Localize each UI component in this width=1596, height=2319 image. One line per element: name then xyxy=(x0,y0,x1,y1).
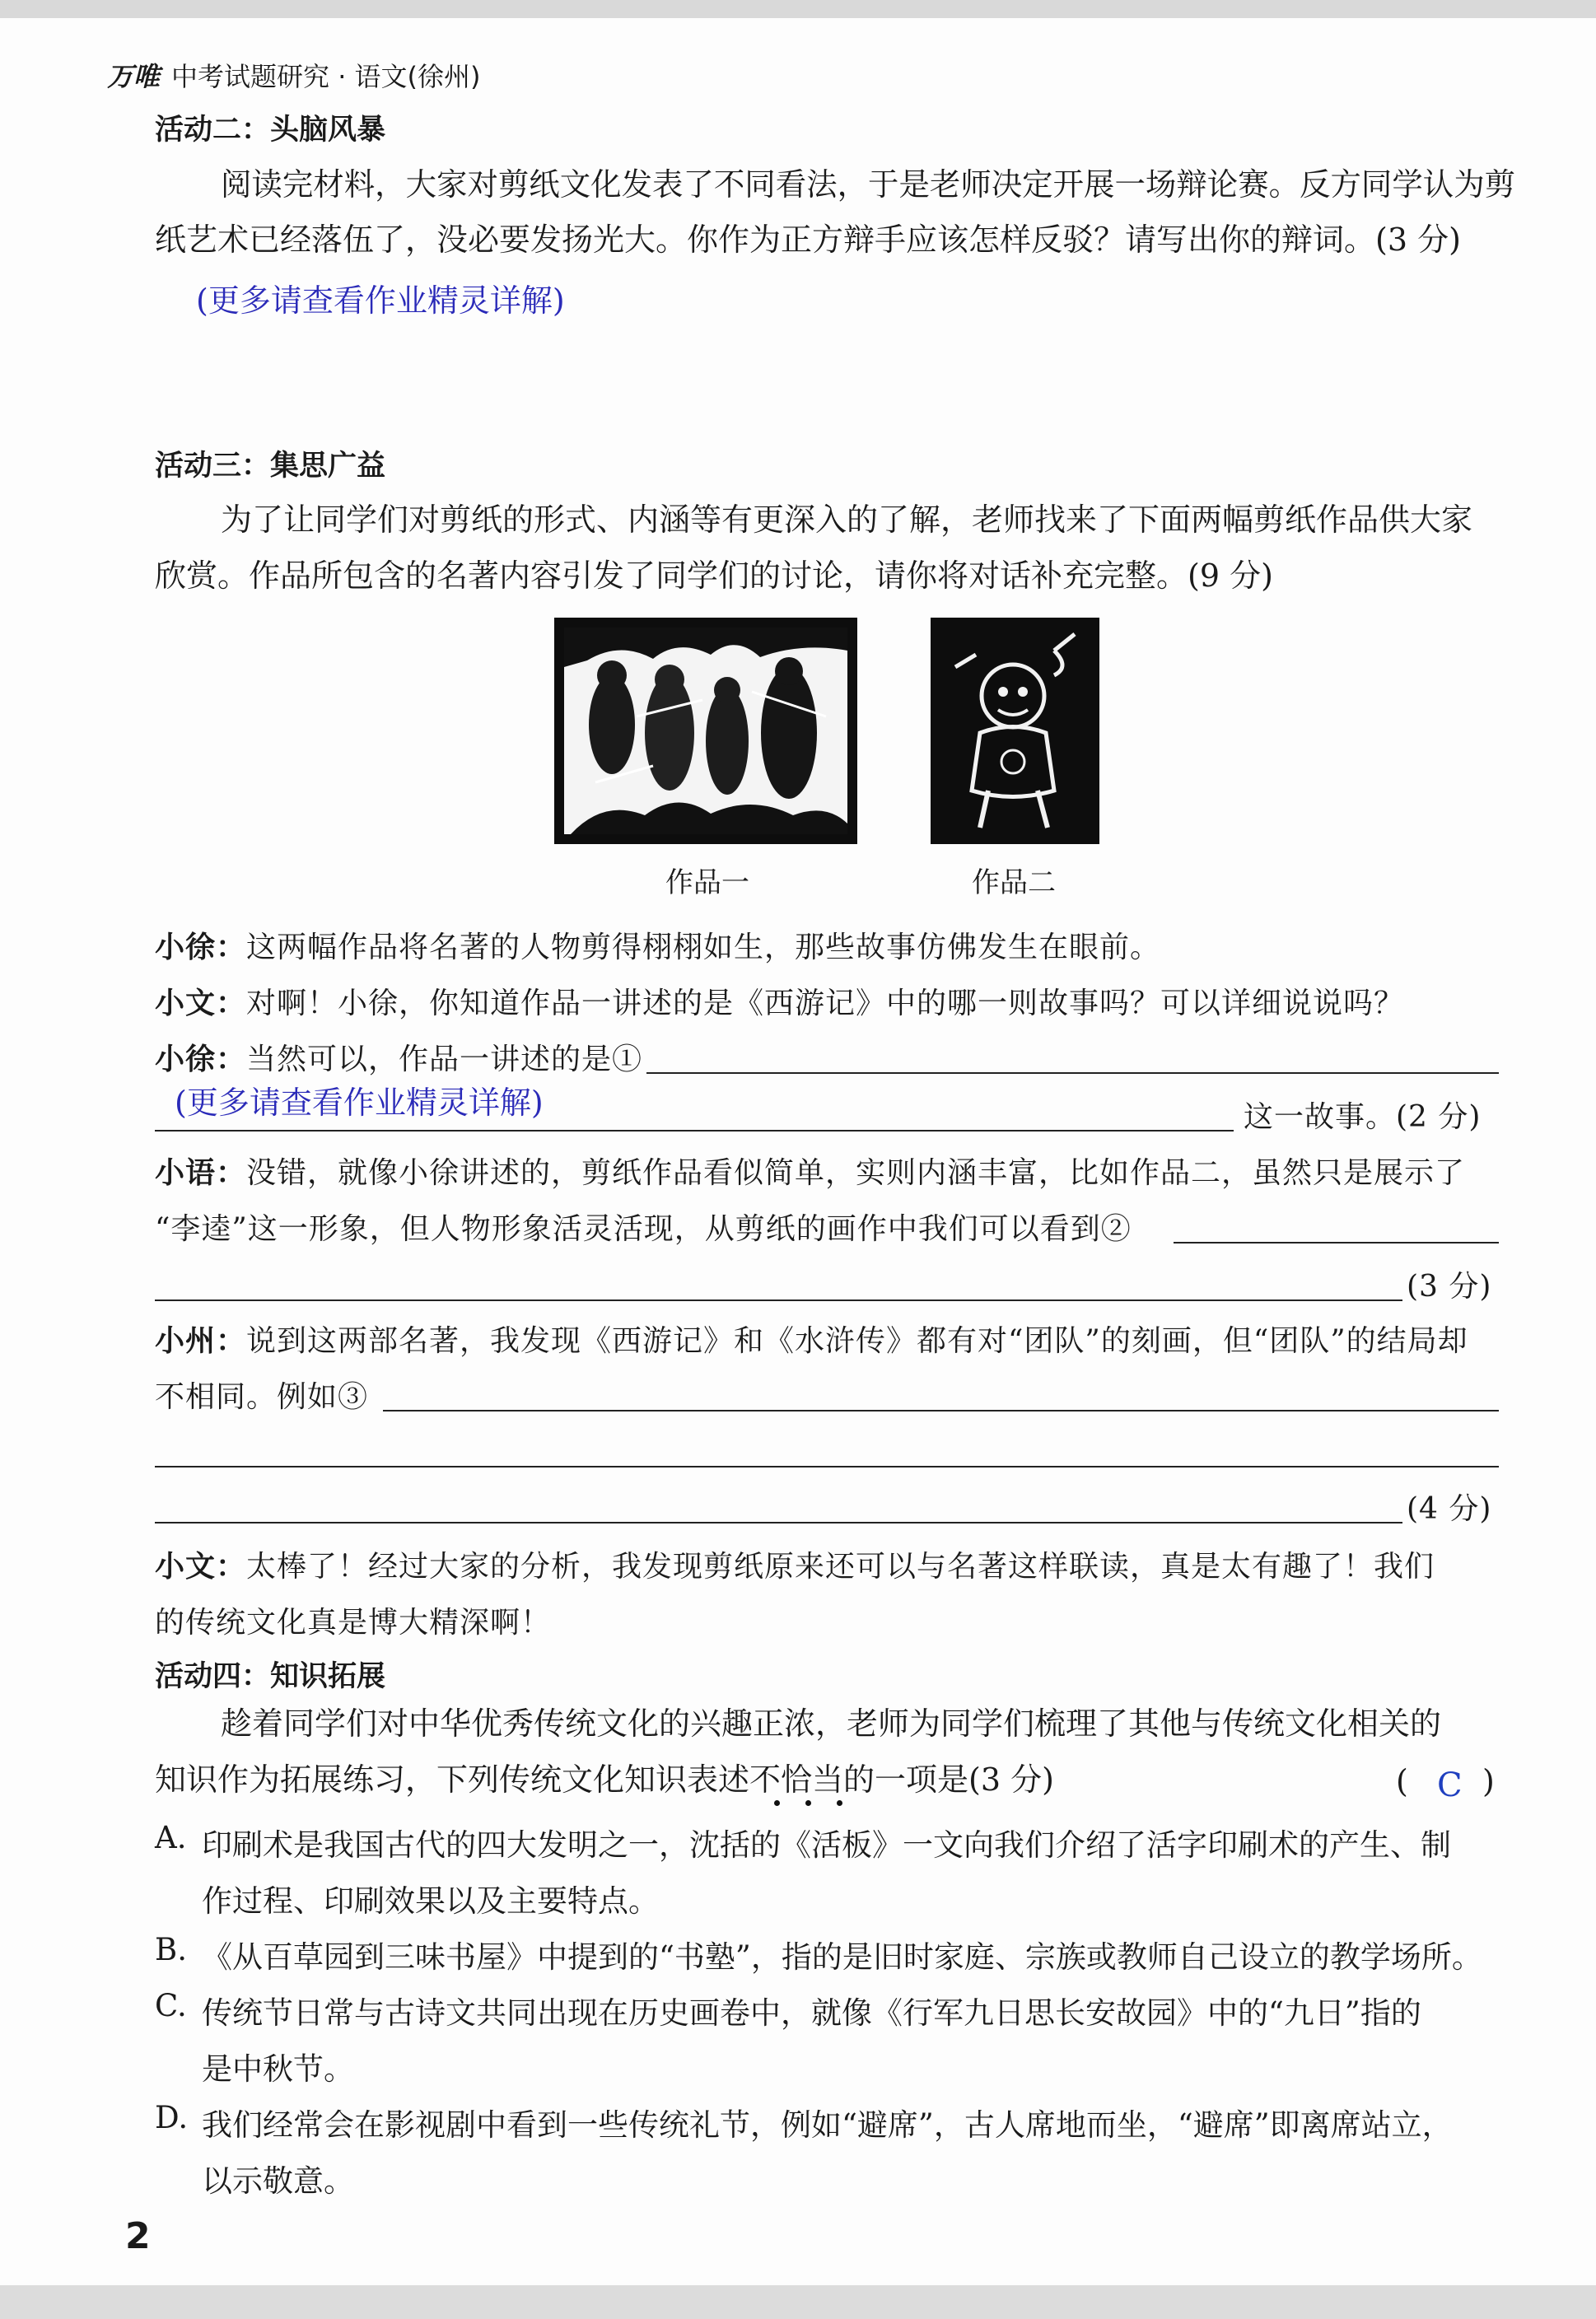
activity2-heading: 活动二：头脑风暴 xyxy=(155,114,386,147)
caption-artwork-two: 作品二 xyxy=(972,866,1056,899)
answer-blank-3a[interactable] xyxy=(383,1410,1499,1411)
answer-blank-1b[interactable] xyxy=(155,1130,1234,1132)
q3-score: (4 分) xyxy=(1407,1492,1492,1526)
answer-paren-close: ) xyxy=(1482,1763,1495,1799)
option-b-label[interactable]: B. xyxy=(155,1932,187,1967)
dialogue-line-xiaowen-3: 的传统文化真是博大精深啊！ xyxy=(155,1606,552,1640)
activity4-line-1: 趁着同学们对中华优秀传统文化的兴趣正浓，老师为同学们梳理了其他与传统文化相关的 xyxy=(221,1705,1442,1742)
page-header xyxy=(107,56,481,94)
speaker-label: 小文： xyxy=(155,1550,247,1584)
dialogue-text: 太棒了！经过大家的分析，我发现剪纸原来还可以与名著这样联读，真是太有趣了！我们 xyxy=(246,1550,1435,1584)
dialogue-text: 当然可以，作品一讲述的是① xyxy=(246,1043,643,1076)
answer-blank-2b[interactable] xyxy=(155,1299,1402,1301)
dialogue-text: 没错，就像小徐讲述的，剪纸作品看似简单，实则内涵丰富，比如作品二，虽然只是展示了 xyxy=(246,1156,1466,1190)
option-a-line-1: 印刷术是我国古代的四大发明之一，沈括的《活板》一文向我们介绍了活字印刷术的产生、制 xyxy=(202,1827,1451,1863)
option-c-line-1: 传统节日常与古诗文共同出现在历史画卷中，就像《行军九日思长安故园》中的“九日”指的 xyxy=(202,1995,1421,2031)
option-a-line-2: 作过程、印刷效果以及主要特点。 xyxy=(202,1883,659,1919)
papercut-artwork-two xyxy=(931,618,1099,844)
option-a-label[interactable]: A. xyxy=(155,1820,187,1855)
emphasis-dot xyxy=(774,1800,780,1806)
speaker-label: 小徐： xyxy=(155,931,247,964)
papercut-one-illustration xyxy=(554,618,857,844)
option-d-line-1: 我们经常会在影视剧中看到一些传统礼节，例如“避席”，古人席地而坐，“避席”即离席站立， xyxy=(202,2107,1453,2143)
header-title: 中考试题研究 · 语文(徐州) xyxy=(171,61,481,92)
option-d-line-2: 以示敬意。 xyxy=(202,2163,354,2199)
speaker-label: 小语： xyxy=(155,1156,247,1190)
scan-edge-top xyxy=(0,0,1596,18)
option-c-line-2: 是中秋节。 xyxy=(202,2051,354,2087)
speaker-label: 小文： xyxy=(155,987,247,1020)
dialogue-line-xiaozhou-1 xyxy=(155,1318,1468,1360)
brand-logo: 万唯 xyxy=(107,61,161,92)
scan-edge-bottom xyxy=(0,2285,1596,2319)
q1-answer-link[interactable]: (更多请查看作业精灵详解) xyxy=(175,1085,544,1121)
option-c-label[interactable]: C. xyxy=(155,1988,187,2023)
answer-paren-open: ( xyxy=(1396,1763,1408,1799)
dialogue-text: 对啊！小徐，你知道作品一讲述的是《西游记》中的哪一则故事吗？可以详细说说吗？ xyxy=(246,987,1405,1020)
q1-tail: 这一故事。(2 分) xyxy=(1244,1100,1482,1134)
dialogue-line-xiaoyu-2: “李逵”这一形象，但人物形象活灵活现，从剪纸的画作中我们可以看到② xyxy=(155,1212,1132,1246)
option-d-label[interactable]: D. xyxy=(155,2100,189,2135)
activity3-line-2: 欣赏。作品所包含的名著内容引发了同学们的讨论，请你将对话补充完整。(9 分) xyxy=(155,558,1273,594)
answer-blank-3b[interactable] xyxy=(155,1466,1499,1467)
q2-score: (3 分) xyxy=(1407,1270,1492,1304)
papercut-two-illustration xyxy=(931,618,1099,844)
option-b-line-1: 《从百草园到三味书屋》中提到的“书塾”，指的是旧时家庭、宗族或教师自己设立的教学场所。 xyxy=(202,1939,1482,1975)
speaker-label: 小徐： xyxy=(155,1043,247,1076)
dialogue-line-xiaoxu-2 xyxy=(155,1036,642,1078)
dialogue-line-xiaowen-1 xyxy=(155,980,1404,1022)
activity4-line-2: 知识作为拓展练习，下列传统文化知识表述不恰当的一项是(3 分) xyxy=(155,1761,1054,1798)
papercut-artwork-one xyxy=(554,618,857,844)
speaker-label: 小州： xyxy=(155,1324,247,1358)
dialogue-line-xiaowen-2 xyxy=(155,1543,1435,1585)
answer-blank-2a[interactable] xyxy=(1174,1242,1499,1243)
activity4-heading: 活动四：知识拓展 xyxy=(155,1660,386,1693)
dialogue-line-xiaoyu-1 xyxy=(155,1150,1465,1192)
emphasis-dot xyxy=(805,1800,811,1806)
dialogue-text: 说到这两部名著，我发现《西游记》和《水浒传》都有对“团队”的刻画，但“团队”的结局却 xyxy=(246,1324,1468,1358)
page-number: 2 xyxy=(125,2215,151,2257)
activity2-line-2: 纸艺术已经落伍了，没必要发扬光大。你作为正方辩手应该怎样反驳？请写出你的辩词。(3 分) xyxy=(155,222,1461,258)
emphasis-dot xyxy=(837,1800,842,1806)
activity3-heading: 活动三：集思广益 xyxy=(155,450,386,483)
dialogue-line-xiaoxu-1 xyxy=(155,924,1160,966)
dialogue-line-xiaozhou-2: 不相同。例如③ xyxy=(155,1380,369,1414)
activity3-line-1: 为了让同学们对剪纸的形式、内涵等有更深入的了解，老师找来了下面两幅剪纸作品供大家 xyxy=(221,502,1473,538)
activity2-line-1: 阅读完材料，大家对剪纸文化发表了不同看法，于是老师决定开展一场辩论赛。反方同学认为剪 xyxy=(221,166,1516,203)
answer-blank-3c[interactable] xyxy=(155,1522,1402,1523)
answer-choice[interactable]: C xyxy=(1437,1766,1463,1804)
caption-artwork-one: 作品一 xyxy=(665,866,749,899)
answer-blank-1a[interactable] xyxy=(646,1072,1499,1074)
activity2-answer-link[interactable]: (更多请查看作业精灵详解) xyxy=(196,282,565,319)
dialogue-text: 这两幅作品将名著的人物剪得栩栩如生，那些故事仿佛发生在眼前。 xyxy=(246,931,1161,964)
